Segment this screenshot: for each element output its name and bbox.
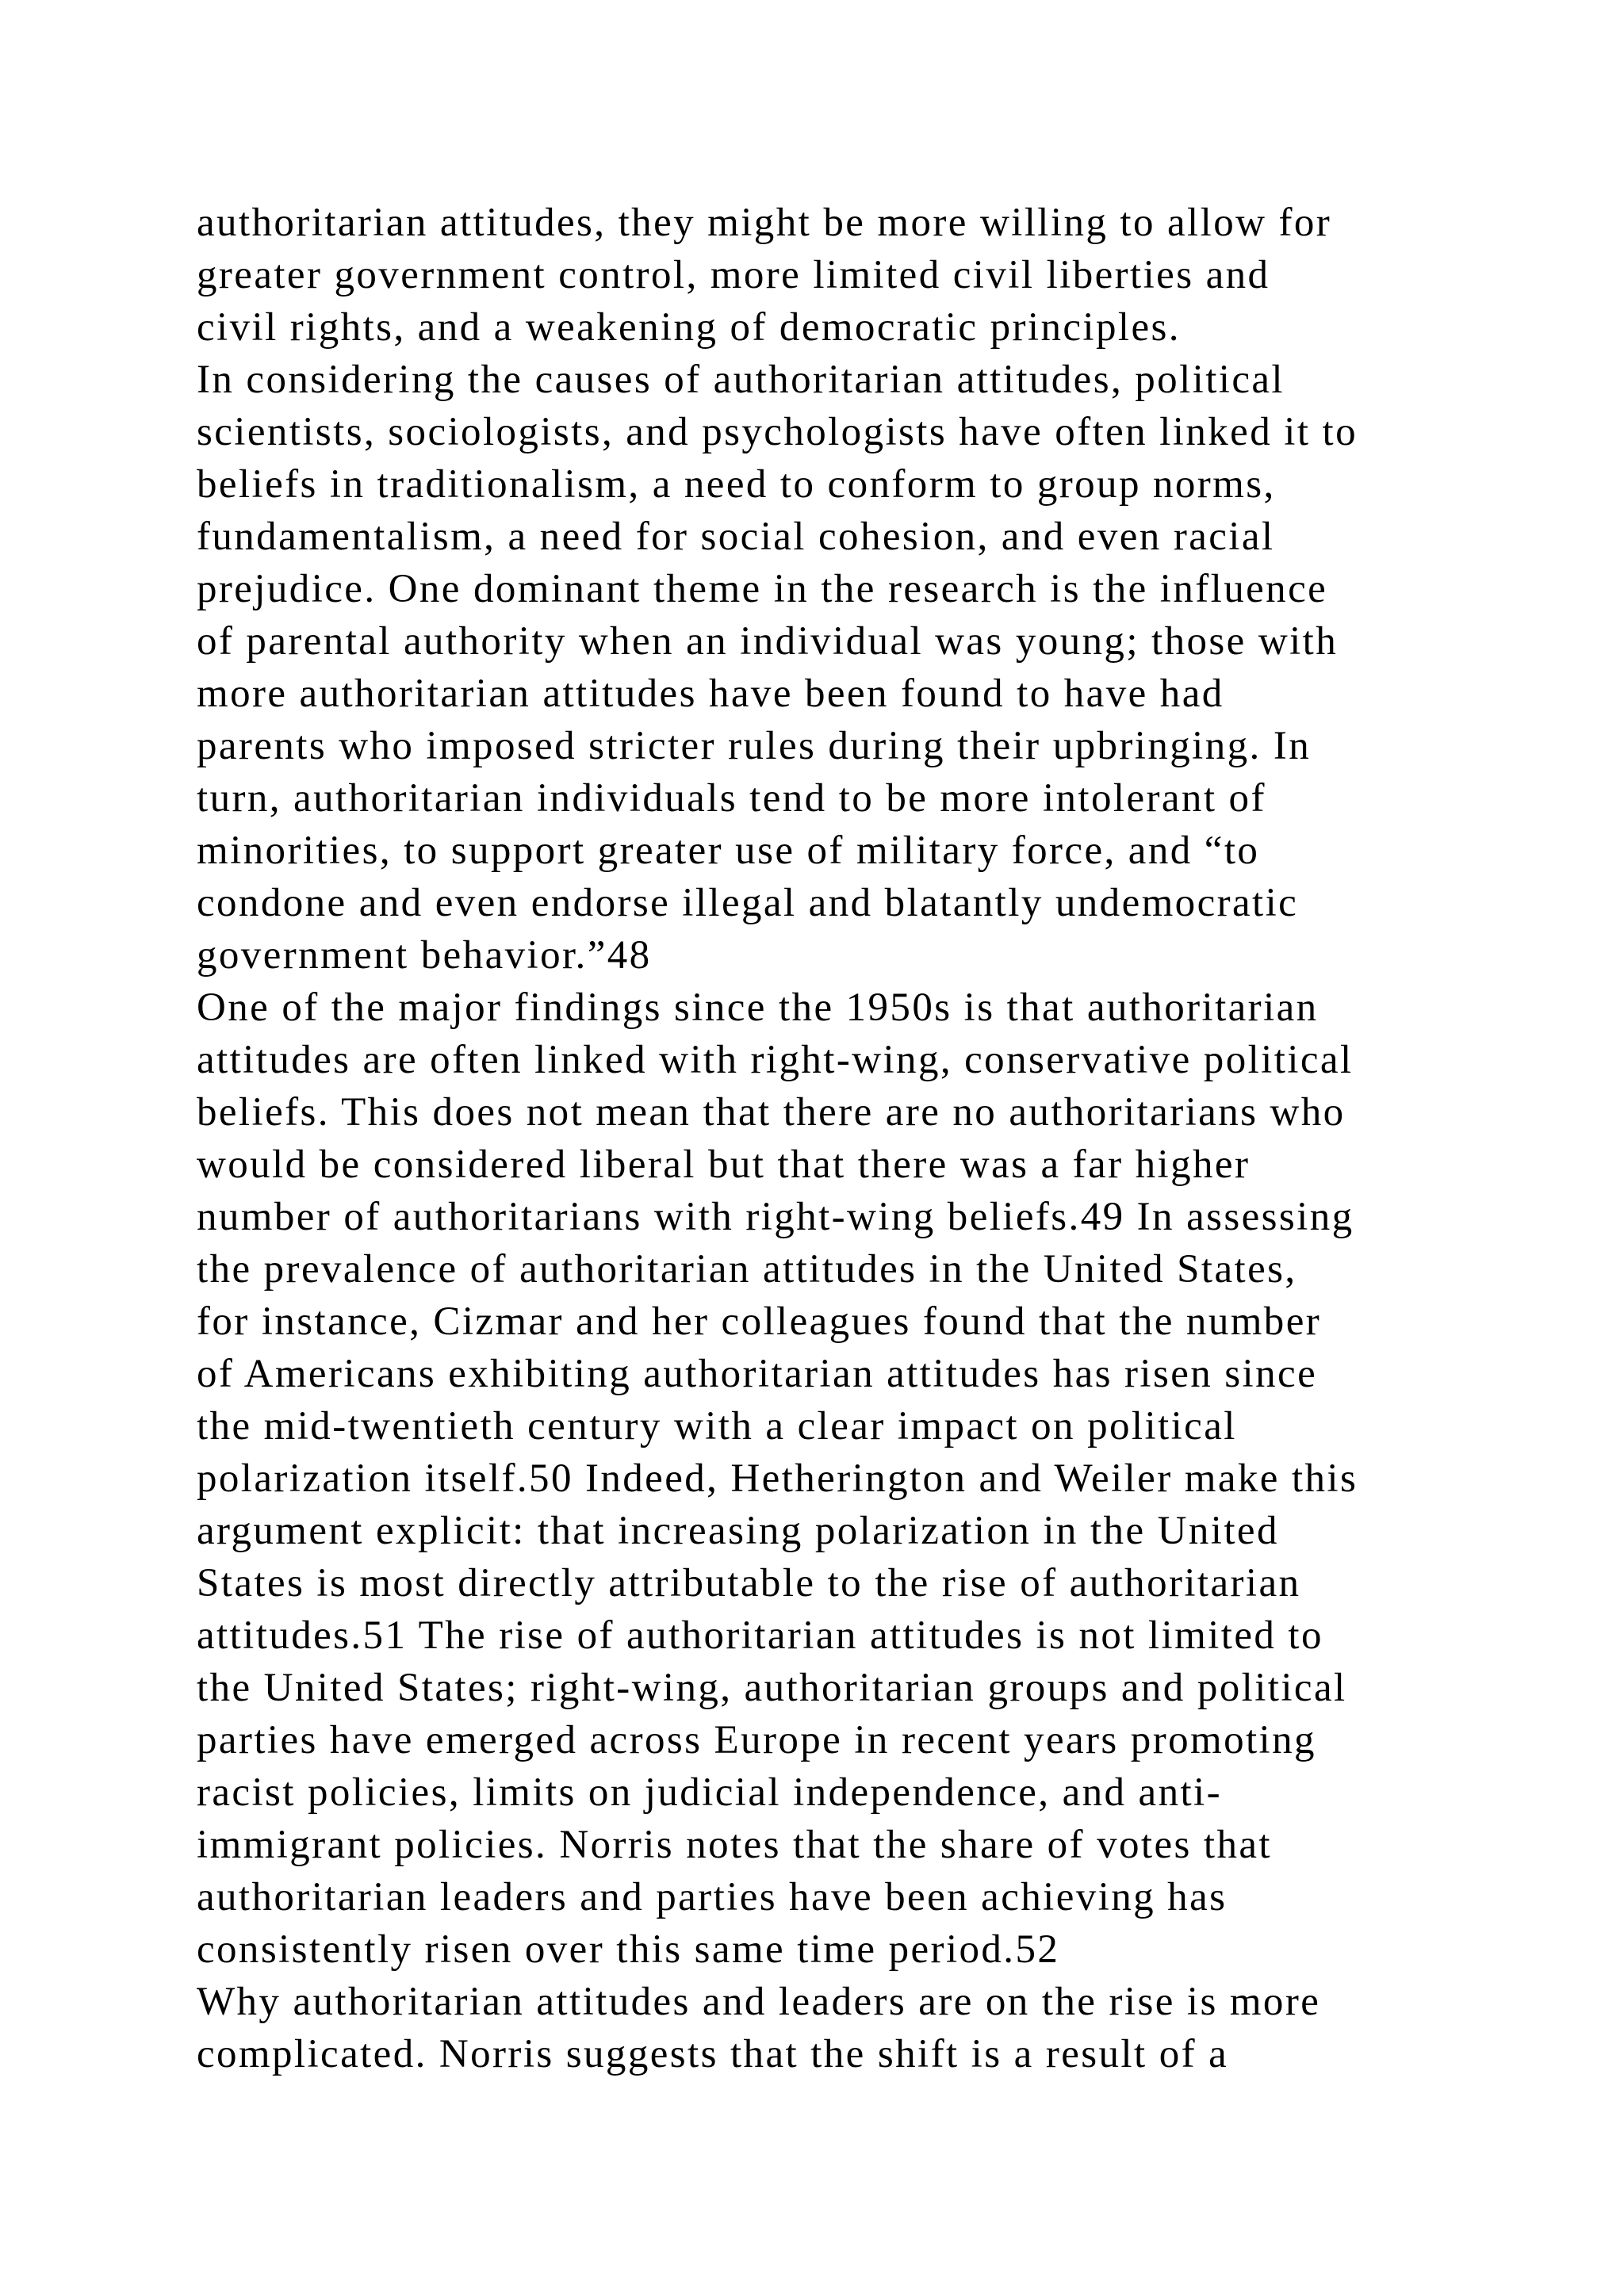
text-line: more authoritarian attitudes have been found to have had (197, 672, 1224, 716)
text-line: parties have emerged across Europe in recent years promoting (197, 1718, 1316, 1762)
text-line: beliefs in traditionalism, a need to conform to group norms, (197, 462, 1276, 507)
text-line: complicated. Norris suggests that the shift is a result of a (197, 2032, 1229, 2076)
text-line: of Americans exhibiting authoritarian attitudes has risen since (197, 1352, 1318, 1396)
text-line: minorities, to support greater use of military force, and “to (197, 828, 1260, 873)
text-line: government behavior.”48 (197, 933, 652, 978)
text-line: authoritarian leaders and parties have been achieving has (197, 1875, 1228, 1919)
text-line: argument explicit: that increasing polarization in the United (197, 1509, 1279, 1553)
text-line: civil rights, and a weakening of democratic principles. (197, 305, 1181, 350)
text-line: condone and even endorse illegal and blatantly undemocratic (197, 881, 1299, 925)
text-line: authoritarian attitudes, they might be more willing to allow for (197, 201, 1332, 245)
text-line: greater government control, more limited civil liberties and (197, 253, 1270, 297)
text-line: attitudes are often linked with right-wing, conservative political (197, 1038, 1354, 1082)
text-line: polarization itself.50 Indeed, Hetherington and Weiler make this (197, 1456, 1358, 1501)
text-line: parents who imposed stricter rules during their upbringing. In (197, 724, 1312, 768)
text-line: immigrant policies. Norris notes that the share of votes that (197, 1823, 1272, 1867)
body-text (197, 197, 1529, 2080)
text-line: fundamentalism, a need for social cohesion, and even racial (197, 515, 1275, 559)
text-line: the prevalence of authoritarian attitudes in the United States, (197, 1247, 1297, 1292)
text-line: attitudes.51 The rise of authoritarian attitudes is not limited to (197, 1613, 1323, 1658)
text-line: the United States; right-wing, authoritarian groups and political (197, 1666, 1347, 1710)
text-line: turn, authoritarian individuals tend to be more intolerant of (197, 776, 1266, 821)
text-line: In considering the causes of authoritarian attitudes, political (197, 358, 1285, 402)
text-line: beliefs. This does not mean that there are no authoritarians who (197, 1090, 1346, 1135)
text-line: for instance, Cizmar and her colleagues found that the number (197, 1299, 1322, 1344)
text-line: States is most directly attributable to the rise of authoritarian (197, 1561, 1301, 1605)
text-line: would be considered liberal but that there was a far higher (197, 1142, 1251, 1187)
text-line: racist policies, limits on judicial independence, and anti- (197, 1770, 1223, 1815)
text-line: consistently risen over this same time period.52 (197, 1927, 1060, 1972)
text-line: number of authoritarians with right-wing beliefs.49 In assessing (197, 1195, 1354, 1239)
text-line: scientists, sociologists, and psychologists have often linked it to (197, 410, 1358, 454)
text-line: prejudice. One dominant theme in the research is the influence (197, 567, 1328, 611)
text-line: of parental authority when an individual was young; those with (197, 619, 1339, 664)
text-line: the mid-twentieth century with a clear impact on political (197, 1404, 1237, 1448)
text-line: Why authoritarian attitudes and leaders are on the rise is more (197, 1980, 1321, 2024)
text-line: One of the major findings since the 1950s is that authoritarian (197, 985, 1319, 1030)
